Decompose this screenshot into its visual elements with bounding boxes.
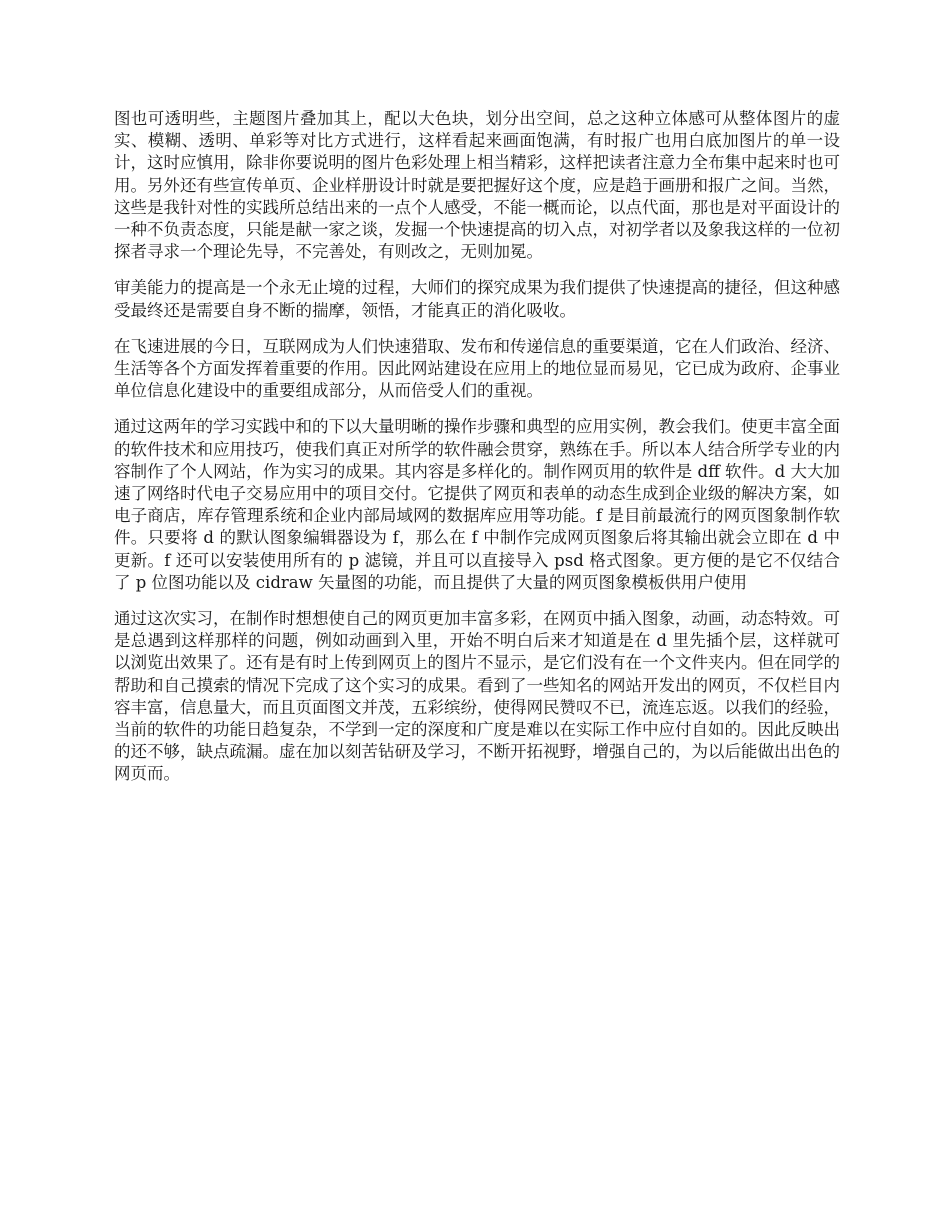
paragraph-1: 图也可透明些，主题图片叠加其上，配以大色块，划分出空间，总之这种立体感可从整体图片的虚实、模糊、透明、单彩等对比方式进行，这样看起来画面饱满，有时报广也用白底加图片的单一设计，这时应慎用，除非你要说明的图片色彩处理上相当精彩，这样把读者注意力全布集中起来时也可用。另外还有些宣传单页、企业样册设计时就是要把握好这个度，应是趋于画册和报广之间。当然，这些是我针对性的实践所总结出来的一点个人感受，不能一概而论，以点代面，那也是对平面设计的一种不负责态度，只能是献一家之谈，发掘一个快速提高的切入点，对初学者以及象我这样的一位初探者寻求一个理论先导，不完善处，有则改之，无则加冕。 [114, 109, 840, 262]
paragraph-5: 通过这次实习，在制作时想想使自己的网页更加丰富多彩，在网页中插入图象，动画，动态特效。可是总遇到这样那样的问题，例如动画到入里，开始不明白后来才知道是在 d 里先插个层，这样就可以浏览出效果了。还有是有时上传到网页上的图片不显示，是它们没有在一个文件夹内。但在同学的帮助和自己摸索的情况下完成了这个实习的成果。看到了一些知名的网站开发出的网页，不仅栏目内容丰富，信息量大，而且页面图文并茂，五彩缤纷，使得网民赞叹不已，流连忘返。以我们的经验，当前的软件的功能日趋复杂，不学到一定的深度和广度是难以在实际工作中应付自如的。因此反映出的还不够，缺点疏漏。虚在加以刻苦钻研及学习，不断开拓视野，增强自己的，为以后能做出出色的网页而。 [114, 609, 840, 784]
paragraph-4: 通过这两年的学习实践中和的下以大量明晰的操作步骤和典型的应用实例，教会我们。使更丰富全面的软件技术和应用技巧，使我们真正对所学的软件融会贯穿，熟练在手。所以本人结合所学专业的内容制作了个人网站，作为实习的成果。其内容是多样化的。制作网页用的软件是 dff 软件。d 大大加速了网络时代电子交易应用中的项目交付。它提供了网页和表单的动态生成到企业级的解决方案，如电子商店，库存管理系统和企业内部局域网的数据库应用等功能。f 是目前最流行的网页图象制作软件。只要将 d 的默认图象编辑器设为 f，那么在 f 中制作完成网页图象后将其输出就会立即在 d 中更新。f 还可以安装使用所有的 p 滤镜，并且可以直接导入 psd 格式图象。更方便的是它不仅结合了 p 位图功能以及 cidraw 矢量图的功能，而且提供了大量的网页图象模板供用户使用 [114, 417, 840, 592]
document-page [114, 108, 840, 800]
paragraph-3: 在飞速进展的今日，互联网成为人们快速猎取、发布和传递信息的重要渠道，它在人们政治、经济、生活等各个方面发挥着重要的作用。因此网站建设在应用上的地位显而易见，它已成为政府、企事业单位信息化建设中的重要组成部分，从而倍受人们的重视。 [114, 336, 840, 401]
paragraph-2: 审美能力的提高是一个永无止境的过程，大师们的探究成果为我们提供了快速提高的捷径，但这种感受最终还是需要自身不断的揣摩，领悟，才能真正的消化吸收。 [114, 278, 840, 320]
